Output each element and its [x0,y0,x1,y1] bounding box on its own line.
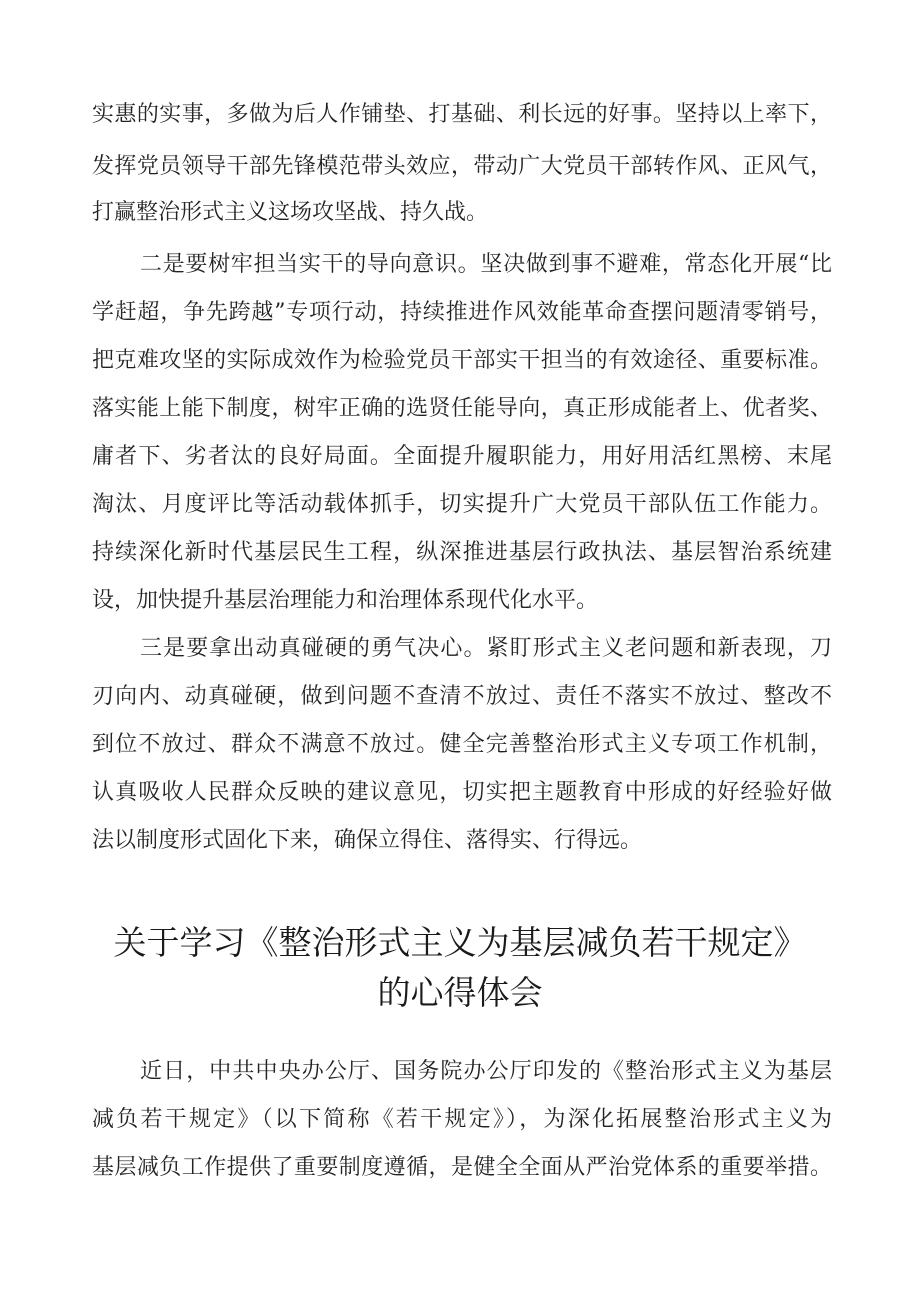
body-text-line: 近日，中共中央办公厅、国务院办公厅印发的《整治形式主义为基层 [140,1059,832,1084]
body-text-line: 发挥党员领导干部先锋模范带头效应，带动广大党员干部转作风、正风气， [92,154,832,179]
body-text-line: 淘汰、月度评比等活动载体抓手，切实提升广大党员干部队伍工作能力。 [92,492,832,517]
body-text-line: 打赢整治形式主义这场攻坚战、持久战。 [92,200,489,225]
body-text-line: 持续深化新时代基层民生工程，纵深推进基层行政执法、基层智治系统建 [92,540,832,565]
body-text-line: 落实能上能下制度，树牢正确的选贤任能导向，真正形成能者上、优者奖、 [92,396,832,421]
body-text-line: 庸者下、劣者汰的良好局面。全面提升履职能力，用好用活红黑榜、末尾 [92,444,832,469]
body-text-line: 基层减负工作提供了重要制度遵循，是健全全面从严治党体系的重要举措。 [92,1155,832,1180]
body-text-line: 认真吸收人民群众反映的建议意见，切实把主题教育中形成的好经验好做 [92,780,832,805]
body-text-line: 法以制度形式固化下来，确保立得住、落得实、行得远。 [92,828,643,853]
body-text-line: 三是要拿出动真碰硬的勇气决心。紧盯形式主义老问题和新表现，刀 [140,636,832,661]
body-text-line: 把克难攻坚的实际成效作为检验党员干部实干担当的有效途径、重要标准。 [92,348,832,373]
body-text-line: 设，加快提升基层治理能力和治理体系现代化水平。 [92,588,599,613]
body-text-line: 学赶超，争先跨越”专项行动，持续推进作风效能革命查摆问题清零销号， [92,300,832,325]
article-title-line-1: 关于学习《整治形式主义为基层减负若干规定》 [113,923,807,962]
body-text-line: 减负若干规定》（以下简称《若干规定》），为深化拓展整治形式主义为 [92,1107,832,1132]
article-title-line-2: 的心得体会 [377,973,543,1012]
body-text-line: 刃向内、动真碰硬，做到问题不查清不放过、责任不落实不放过、整改不 [92,684,832,709]
body-text-line: 二是要树牢担当实干的导向意识。坚决做到事不避难，常态化开展“比 [140,252,832,277]
body-text-line: 到位不放过、群众不满意不放过。健全完善整治形式主义专项工作机制， [92,732,832,757]
body-text-line: 实惠的实事，多做为后人作铺垫、打基础、利长远的好事。坚持以上率下， [92,102,832,127]
